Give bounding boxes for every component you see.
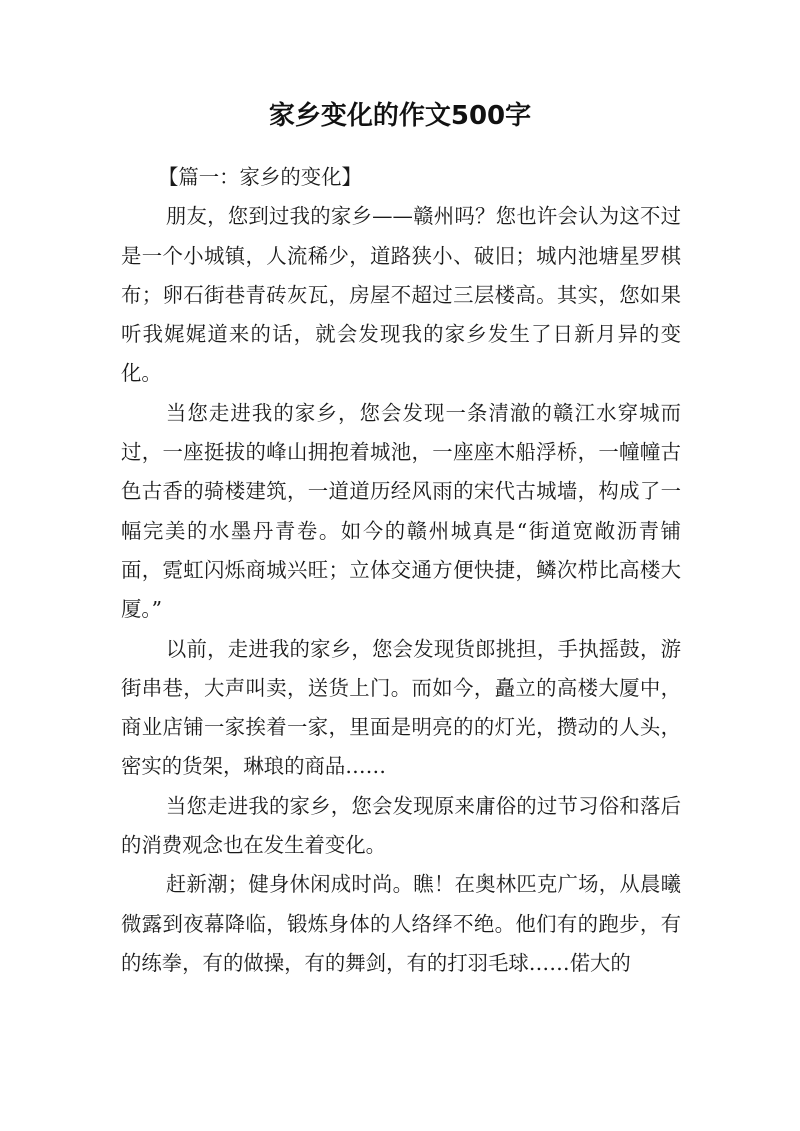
page-title: 家乡变化的作文500字 — [268, 101, 532, 131]
article-body — [121, 158, 681, 983]
paragraph-3: 以前，走进我的家乡，您会发现货郎挑担，手执摇鼓，游街串巷，大声叫卖，送货上门。而如今，矗立的高楼大厦中，商业店铺一家挨着一家，里面是明亮的的灯光，攒动的人头，密实的货架，琳琅的商品…… — [121, 636, 681, 779]
paragraph-1: 朋友，您到过我的家乡——赣州吗？您也许会认为这不过是一个小城镇，人流稀少，道路狭小、破旧；城内池塘星罗棋布；卵石街巷青砖灰瓦，房屋不超过三层楼高。其实，您如果听我娓娓道来的话，就会发现我的家乡发生了日新月异的变化。 — [121, 204, 681, 386]
section-heading: 【篇一：家乡的变化】 — [158, 165, 362, 189]
paragraph-5: 赶新潮；健身休闲成时尚。瞧！在奥林匹克广场，从晨曦微露到夜幕降临，锻炼身体的人络绎不绝。他们有的跑步，有的练拳，有的做操，有的舞剑，有的打羽毛球……偌大的 — [121, 872, 681, 975]
paragraph-2: 当您走进我的家乡，您会发现一条清澈的赣江水穿城而过，一座挺拔的峰山拥抱着城池，一座座木船浮桥，一幢幢古色古香的骑楼建筑，一道道历经风雨的宋代古城墙，构成了一幅完美的水墨丹青卷。如今的赣州城真是“街道宽敞沥青铺面，霓虹闪烁商城兴旺；立体交通方便快捷，鳞次栉比高楼大厦。” — [121, 400, 681, 622]
paragraph-4: 当您走进我的家乡，您会发现原来庸俗的过节习俗和落后的消费观念也在发生着变化。 — [121, 793, 681, 858]
